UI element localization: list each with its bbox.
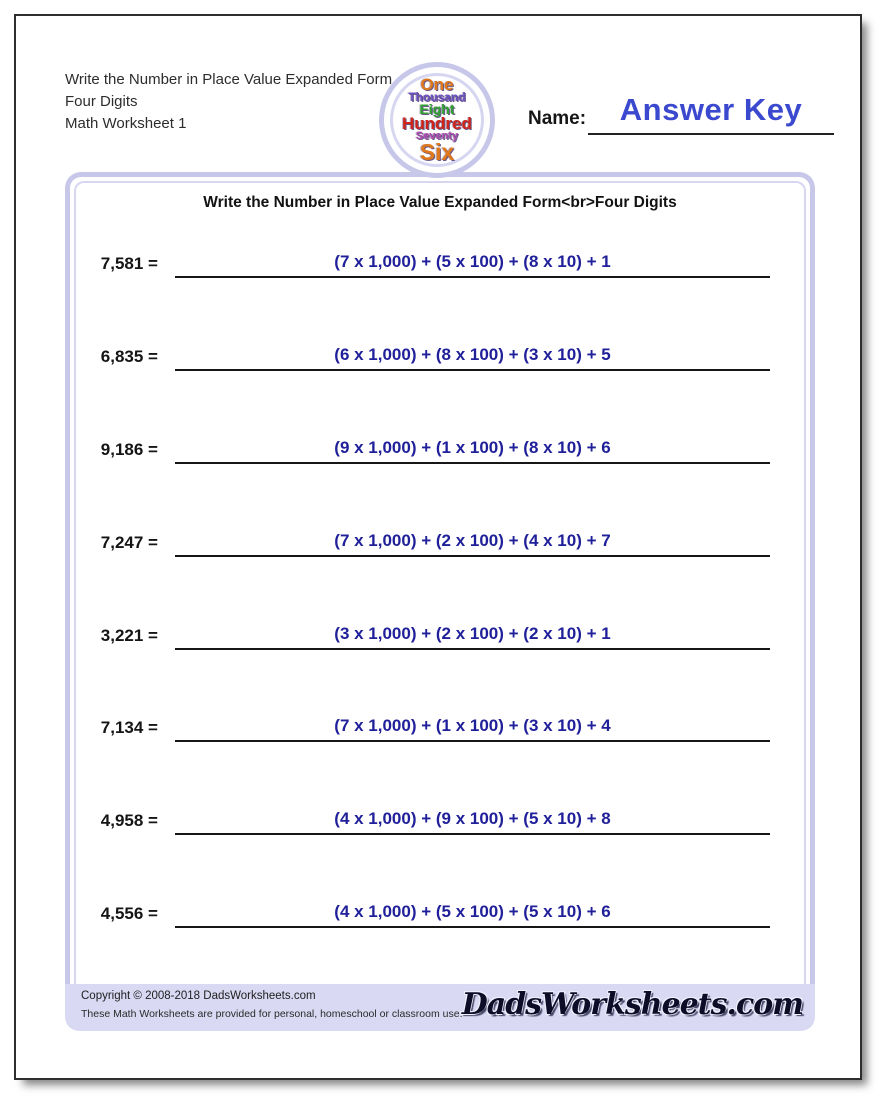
answer-line: [175, 345, 770, 371]
answer-line: [175, 809, 770, 835]
problem-number: 7,134 =: [100, 718, 158, 737]
answer-text: (4 x 1,000) + (5 x 100) + (5 x 10) + 6: [334, 902, 611, 921]
problem-row: [65, 529, 815, 557]
name-label: Name:: [528, 108, 587, 129]
worksheet-page: [14, 14, 862, 1080]
dadsworksheets-logo: DadsWorksheets.com: [461, 987, 803, 1022]
answer-key-text: Answer Key: [619, 92, 803, 127]
answer-text: (9 x 1,000) + (1 x 100) + (8 x 10) + 6: [334, 438, 611, 457]
problem-row: [65, 343, 815, 371]
header-title: Write the Number in Place Value Expanded Form: [65, 71, 393, 88]
problem-number: 4,556 =: [100, 904, 158, 923]
problem-row: [65, 622, 815, 650]
problem-number: 4,958 =: [100, 811, 158, 830]
answer-text: (7 x 1,000) + (5 x 100) + (8 x 10) + 1: [334, 252, 611, 271]
problem-number: 9,186 =: [100, 440, 158, 459]
badge-word: Six: [419, 138, 455, 165]
header-worksheet-number: Math Worksheet 1: [65, 115, 187, 132]
problem-row: [65, 900, 815, 928]
problem-row: [65, 436, 815, 464]
problem-row: [65, 714, 815, 742]
worksheet-frame: [65, 172, 815, 984]
answer-line: [175, 252, 770, 278]
badge-word: Hundred: [402, 113, 472, 133]
answer-line: [175, 902, 770, 928]
number-words-badge-inner: [390, 73, 484, 167]
answer-text: (3 x 1,000) + (2 x 100) + (2 x 10) + 1: [334, 624, 611, 643]
license-text: These Math Worksheets are provided for personal, homeschool or classroom use.: [81, 1008, 463, 1020]
badge-word: Seventy: [415, 130, 459, 143]
answer-text: (6 x 1,000) + (8 x 100) + (3 x 10) + 5: [334, 345, 611, 364]
problem-row: [65, 807, 815, 835]
problem-row: [65, 250, 815, 278]
number-words-badge: [379, 62, 495, 178]
worksheet-header: [65, 69, 392, 135]
problem-number: 7,247 =: [100, 533, 158, 552]
answer-text: (4 x 1,000) + (9 x 100) + (5 x 10) + 8: [334, 809, 611, 828]
problem-number: 7,581 =: [100, 254, 158, 273]
worksheet-frame-inner: [74, 181, 806, 984]
badge-word: One: [420, 75, 454, 95]
problem-number: 6,835 =: [100, 347, 158, 366]
answer-line: [175, 438, 770, 464]
answer-text: (7 x 1,000) + (2 x 100) + (4 x 10) + 7: [334, 531, 611, 550]
name-blank-line: [588, 133, 834, 135]
badge-word: Eight: [419, 100, 455, 117]
answer-line: [175, 716, 770, 742]
worksheet-title: Write the Number in Place Value Expanded Form<br>Four Digits: [203, 194, 677, 211]
answer-line: [175, 531, 770, 557]
copyright-text: Copyright © 2008-2018 DadsWorksheets.com: [81, 990, 316, 1002]
header-subtitle: Four Digits: [65, 93, 138, 110]
footer-bar: [65, 984, 815, 1031]
answer-line: [175, 624, 770, 650]
problem-number: 3,221 =: [100, 626, 158, 645]
badge-word: Thousand: [408, 89, 466, 104]
answer-text: (7 x 1,000) + (1 x 100) + (3 x 10) + 4: [334, 716, 611, 735]
